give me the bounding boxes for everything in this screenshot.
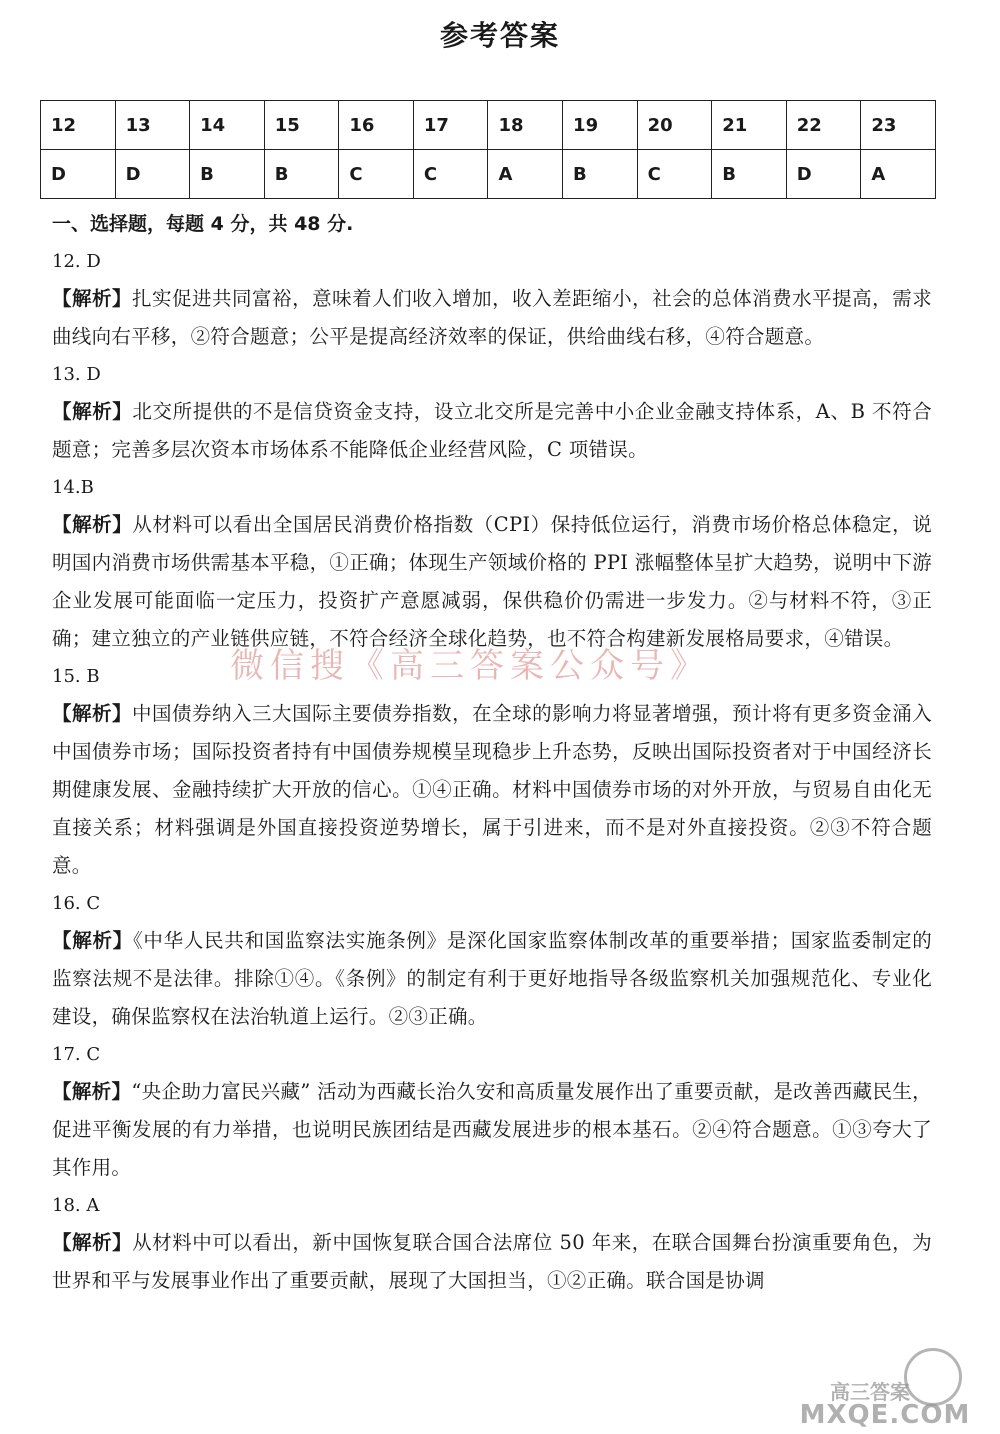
explanation-paragraph: [52, 695, 932, 885]
explanation-text: 从材料中可以看出，新中国恢复联合国合法席位 50 年来，在联合国舞台扮演重要角色，为世界和平与发展事业作出了重要贡献，展现了大国担当，①②正确。联合国是协调: [52, 1231, 933, 1292]
answer-letter-cell: D: [41, 150, 116, 199]
question-number: 16. C: [52, 893, 101, 914]
site-stamp: [790, 1348, 980, 1428]
question-number: 15. B: [52, 666, 100, 687]
explanation-text: 北交所提供的不是信贷资金支持，设立北交所是完善中小企业金融支持体系，A、B 不符合题意；完善多层次资本市场体系不能降低企业经营风险，C 项错误。: [52, 400, 932, 461]
explanation-text: “央企助力富民兴藏” 活动为西藏长治久安和高质量发展作出了重要贡献，是改善西藏民生，促进平衡发展的有力举措，也说明民族团结是西藏发展进步的根本基石。②④符合题意。①③夸大了其作用。: [52, 1080, 932, 1179]
question-number-cell: 16: [339, 101, 414, 150]
question-number-cell: 23: [861, 101, 936, 150]
explanation-tag: 【解析】: [52, 1231, 133, 1254]
answer-letter-cell: B: [563, 150, 638, 199]
question-number: 14.B: [52, 477, 94, 498]
explanation-tag: 【解析】: [52, 702, 133, 725]
page-title: 参考答案: [439, 19, 560, 52]
question-number-cell: 13: [115, 101, 190, 150]
answer-letter-cell: A: [488, 150, 563, 199]
explanation-paragraph: [52, 393, 932, 469]
question-number-cell: 19: [563, 101, 638, 150]
explanation-paragraph: [52, 506, 932, 658]
explanation-text: 《中华人民共和国监察法实施条例》是深化国家监察体制改革的重要举措；国家监委制定的监察法规不是法律。排除①④。《条例》的制定有利于更好地指导各级监察机关加强规范化、专业化建设，确保监察权在法治轨道上运行。②③正确。: [52, 929, 932, 1028]
explanation-text: 扎实促进共同富裕，意味着人们收入增加，收入差距缩小，社会的总体消费水平提高，需求曲线向右平移，②符合题意；公平是提高经济效率的保证，供给曲线右移，④符合题意。: [52, 287, 932, 348]
explanation-paragraph: [52, 1224, 932, 1300]
explanation-text: 中国债券纳入三大国际主要债券指数，在全球的影响力将显著增强，预计将有更多资金涌入中国债券市场；国际投资者持有中国债券规模呈现稳步上升态势，反映出国际投资者对于中国经济长期健康发展、金融持续扩大开放的信心。①④正确。材料中国债券市场的对外开放，与贸易自由化无直接关系；材料强调是外国直接投资逆势增长，属于引进来，而不是对外直接投资。②③不符合题意。: [52, 702, 932, 877]
section-heading: 一、选择题，每题 4 分，共 48 分.: [52, 213, 354, 235]
question-number-cell: 15: [264, 101, 339, 150]
answer-table-answer-row: [41, 150, 936, 199]
explanation-tag: 【解析】: [52, 513, 133, 536]
answer-letter-cell: C: [413, 150, 488, 199]
explanation-paragraph: [52, 922, 932, 1036]
question-number-cell: 17: [413, 101, 488, 150]
stamp-url: MXQE.COM: [799, 1400, 971, 1430]
explanation-paragraph: [52, 280, 932, 356]
question-list: [52, 243, 932, 1300]
answer-letter-cell: B: [190, 150, 265, 199]
question-number: 12. D: [52, 251, 101, 272]
explanation-paragraph: [52, 1073, 932, 1187]
question-number: 17. C: [52, 1044, 101, 1065]
question-number: 13. D: [52, 364, 101, 385]
answer-letter-cell: C: [339, 150, 414, 199]
answer-table: [40, 100, 936, 199]
explanation-text: 从材料可以看出全国居民消费价格指数（CPI）保持低位运行，消费市场价格总体稳定，说明国内消费市场供需基本平稳，①正确；体现生产领域价格的 PPI 涨幅整体呈扩大趋势，说明中下游企业发展可能面临一定压力，投资扩产意愿减弱，保供稳价仍需进一步发力。②与材料不符，③正确；建立独立的产业链供应链，不符合经济全球化趋势，也不符合构建新发展格局要求，④错误。: [52, 513, 933, 650]
answer-letter-cell: C: [637, 150, 712, 199]
question-number-cell: 20: [637, 101, 712, 150]
question-number-cell: 12: [41, 101, 116, 150]
stamp-name: 高三答案: [830, 1380, 910, 1404]
question-number-cell: 18: [488, 101, 563, 150]
answer-letter-cell: B: [264, 150, 339, 199]
explanation-tag: 【解析】: [52, 287, 133, 310]
answer-letter-cell: D: [786, 150, 861, 199]
answer-explanations: [52, 205, 932, 1300]
question-number: 18. A: [52, 1195, 100, 1216]
explanation-tag: 【解析】: [52, 1080, 132, 1103]
answer-letter-cell: D: [115, 150, 190, 199]
question-number-cell: 21: [712, 101, 787, 150]
answer-letter-cell: A: [861, 150, 936, 199]
answer-letter-cell: B: [712, 150, 787, 199]
question-number-cell: 14: [190, 101, 265, 150]
answer-table-number-row: [41, 101, 936, 150]
question-number-cell: 22: [786, 101, 861, 150]
explanation-tag: 【解析】: [52, 400, 133, 423]
watermark-text: 微信搜《高三答案公众号》: [230, 646, 710, 686]
explanation-tag: 【解析】: [52, 929, 133, 952]
